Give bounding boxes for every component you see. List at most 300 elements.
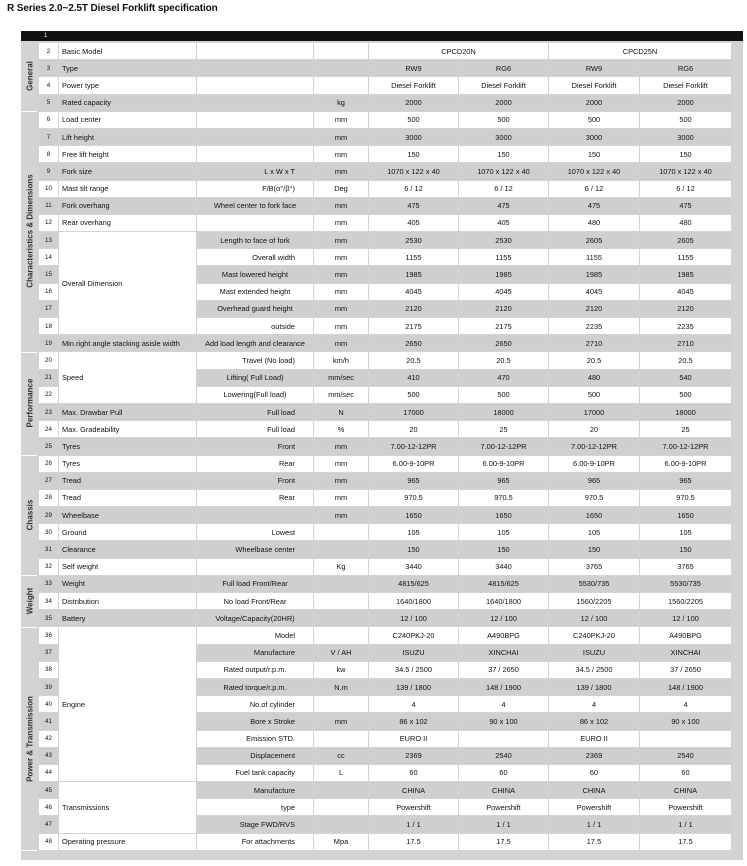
value-cell: Powershift — [459, 799, 549, 816]
unit-label: Kg — [314, 558, 369, 575]
row-number: 8 — [39, 146, 59, 163]
value-cell: 2120 — [459, 300, 549, 317]
value-cell: 500 — [459, 386, 549, 403]
row-number: 42 — [39, 730, 59, 747]
table-row — [39, 575, 732, 592]
value-cell: 90 x 100 — [459, 713, 549, 730]
row-number: 31 — [39, 541, 59, 558]
unit-label: mm — [314, 146, 369, 163]
value-cell: 1155 — [640, 249, 732, 266]
value-cell: 4045 — [549, 283, 640, 300]
value-cell: 1650 — [549, 507, 640, 524]
value-cell: 150 — [549, 541, 640, 558]
value-cell: 25 — [640, 421, 732, 438]
row-number: 26 — [39, 455, 59, 472]
header-number: 1 — [44, 33, 48, 39]
value-cell: 1 / 1 — [549, 816, 640, 833]
value-cell: 1640/1800 — [369, 593, 459, 610]
value-cell: ISUZU — [549, 644, 640, 661]
row-number: 2 — [39, 43, 59, 60]
value-cell: 500 — [369, 386, 459, 403]
row-number: 43 — [39, 747, 59, 764]
value-cell: 6.00-9-10PR — [640, 455, 732, 472]
unit-label: mm — [314, 300, 369, 317]
value-cell: 970.5 — [640, 489, 732, 506]
unit-label: mm/sec — [314, 386, 369, 403]
value-cell: 17.5 — [640, 833, 732, 850]
group-label-text: Characteristics & Dimensions — [25, 174, 34, 288]
value-cell: 1070 x 122 x 40 — [369, 163, 459, 180]
spec-table — [38, 42, 732, 851]
spec-sheet — [21, 31, 743, 860]
group-label — [22, 575, 37, 628]
value-cell: 150 — [369, 146, 459, 163]
condition-label: Front — [197, 472, 314, 489]
condition-label: outside — [197, 318, 314, 335]
row-number: 3 — [39, 60, 59, 77]
condition-label — [197, 94, 314, 111]
unit-label — [314, 730, 369, 747]
value-cell: 2120 — [549, 300, 640, 317]
item-label: Max. Gradeability — [59, 421, 197, 438]
item-label: Transmissions — [59, 782, 197, 834]
condition-label — [197, 43, 314, 60]
unit-label — [314, 524, 369, 541]
item-label: Rated capacity — [59, 94, 197, 111]
value-cell: 2175 — [459, 318, 549, 335]
value-cell: RG6 — [459, 60, 549, 77]
value-cell: 20.5 — [640, 352, 732, 369]
row-number: 33 — [39, 575, 59, 592]
row-number: 24 — [39, 421, 59, 438]
group-label-text: Weight — [25, 587, 34, 615]
row-number: 40 — [39, 696, 59, 713]
value-cell: 6.00-9-10PR — [549, 455, 640, 472]
table-row — [39, 489, 732, 506]
row-number: 39 — [39, 678, 59, 695]
value-cell: 480 — [549, 214, 640, 231]
item-label: Power type — [59, 77, 197, 94]
value-cell: 6 / 12 — [459, 180, 549, 197]
value-cell: CHINA — [459, 782, 549, 799]
condition-label — [197, 128, 314, 145]
unit-label: L — [314, 764, 369, 781]
value-cell: 3440 — [369, 558, 459, 575]
value-cell: 60 — [549, 764, 640, 781]
row-number: 48 — [39, 833, 59, 850]
value-cell: 970.5 — [549, 489, 640, 506]
condition-label: Full load Front/Rear — [197, 575, 314, 592]
value-cell: 2000 — [369, 94, 459, 111]
value-cell: 4045 — [640, 283, 732, 300]
value-cell: 480 — [549, 369, 640, 386]
condition-label: Rated torque/r.p.m. — [197, 678, 314, 695]
item-label: Min.right angle stacking asisle width — [59, 335, 197, 352]
row-number: 27 — [39, 472, 59, 489]
table-row — [39, 507, 732, 524]
value-cell: 475 — [369, 197, 459, 214]
value-cell: 37 / 2650 — [459, 661, 549, 678]
value-cell: 139 / 1800 — [369, 678, 459, 695]
value-cell: 405 — [459, 214, 549, 231]
table-row — [39, 472, 732, 489]
value-cell: 6 / 12 — [369, 180, 459, 197]
item-label: Rear overhang — [59, 214, 197, 231]
value-cell: 3000 — [459, 128, 549, 145]
unit-label: mm — [314, 335, 369, 352]
row-number: 21 — [39, 369, 59, 386]
row-number: 46 — [39, 799, 59, 816]
item-label: Tyres — [59, 438, 197, 455]
value-cell: 7.00-12-12PR — [369, 438, 459, 455]
unit-label: mm — [314, 111, 369, 128]
condition-label: Wheel center to fork face — [197, 197, 314, 214]
item-label: Tread — [59, 489, 197, 506]
row-number: 15 — [39, 266, 59, 283]
condition-label: Lowering(Full load) — [197, 386, 314, 403]
unit-label: Deg — [314, 180, 369, 197]
table-row — [39, 146, 732, 163]
value-cell: 1070 x 122 x 40 — [549, 163, 640, 180]
value-cell: 17000 — [549, 403, 640, 420]
value-cell: 1 / 1 — [369, 816, 459, 833]
table-row — [39, 128, 732, 145]
value-cell: 105 — [459, 524, 549, 541]
unit-label — [314, 541, 369, 558]
condition-label: Travel (No load) — [197, 352, 314, 369]
value-cell: 1155 — [459, 249, 549, 266]
unit-label: mm/sec — [314, 369, 369, 386]
item-label: Operating pressure — [59, 833, 197, 850]
row-number: 13 — [39, 232, 59, 249]
item-label: Max. Drawbar Pull — [59, 403, 197, 420]
value-cell: 2000 — [549, 94, 640, 111]
value-cell: 4 — [640, 696, 732, 713]
unit-label — [314, 816, 369, 833]
value-cell: 4 — [369, 696, 459, 713]
value-cell: 7.00-12-12PR — [640, 438, 732, 455]
value-cell: 2000 — [459, 94, 549, 111]
value-cell: EURO II — [549, 730, 640, 747]
row-number: 17 — [39, 300, 59, 317]
value-cell: 500 — [369, 111, 459, 128]
value-cell: 1985 — [369, 266, 459, 283]
value-cell: 17000 — [369, 403, 459, 420]
value-cell: 1985 — [549, 266, 640, 283]
value-cell: 60 — [369, 764, 459, 781]
value-cell: 500 — [640, 111, 732, 128]
value-cell: 540 — [640, 369, 732, 386]
value-cell: 1 / 1 — [640, 816, 732, 833]
value-cell: RW9 — [549, 60, 640, 77]
value-cell: 1155 — [369, 249, 459, 266]
item-label: Weight — [59, 575, 197, 592]
value-cell: 1650 — [640, 507, 732, 524]
unit-label: mm — [314, 438, 369, 455]
value-cell: 3765 — [640, 558, 732, 575]
value-cell: 86 x 102 — [549, 713, 640, 730]
unit-label: km/h — [314, 352, 369, 369]
condition-label: Emission STD. — [197, 730, 314, 747]
table-row — [39, 214, 732, 231]
value-cell: 6 / 12 — [549, 180, 640, 197]
value-cell: 150 — [549, 146, 640, 163]
item-label: Load center — [59, 111, 197, 128]
value-cell: 2650 — [369, 335, 459, 352]
item-label: Free lift height — [59, 146, 197, 163]
value-cell: 18000 — [459, 403, 549, 420]
row-number: 11 — [39, 197, 59, 214]
value-cell: 965 — [459, 472, 549, 489]
value-cell: 2710 — [549, 335, 640, 352]
item-label: Clearance — [59, 541, 197, 558]
unit-label: mm — [314, 128, 369, 145]
table-row — [39, 403, 732, 420]
value-cell: 2605 — [640, 232, 732, 249]
table-row — [39, 558, 732, 575]
unit-label — [314, 43, 369, 60]
row-number: 22 — [39, 386, 59, 403]
unit-label — [314, 77, 369, 94]
condition-label: Displacement — [197, 747, 314, 764]
unit-label: mm — [314, 507, 369, 524]
value-cell: EURO II — [369, 730, 459, 747]
condition-label: Mast lowered height — [197, 266, 314, 283]
condition-label: Bore x Stroke — [197, 713, 314, 730]
table-row — [39, 180, 732, 197]
table-row — [39, 833, 732, 850]
unit-label: V / AH — [314, 644, 369, 661]
value-cell: 34.5 / 2500 — [369, 661, 459, 678]
row-number: 28 — [39, 489, 59, 506]
value-cell: 20 — [369, 421, 459, 438]
table-row — [39, 232, 732, 249]
value-cell: 475 — [640, 197, 732, 214]
value-cell: Powershift — [640, 799, 732, 816]
unit-label: N.m — [314, 678, 369, 695]
condition-label: Add load length and clearance — [197, 335, 314, 352]
item-label: Wheelbase — [59, 507, 197, 524]
value-cell: 3440 — [459, 558, 549, 575]
condition-label — [197, 146, 314, 163]
row-number: 47 — [39, 816, 59, 833]
value-cell: 18000 — [640, 403, 732, 420]
condition-label — [197, 558, 314, 575]
value-cell: 500 — [640, 386, 732, 403]
value-cell: Diesel Forklift — [549, 77, 640, 94]
unit-label: mm — [314, 318, 369, 335]
value-cell: 2605 — [549, 232, 640, 249]
condition-label — [197, 111, 314, 128]
value-cell: 86 x 102 — [369, 713, 459, 730]
value-cell: Diesel Forklift — [369, 77, 459, 94]
unit-label — [314, 60, 369, 77]
unit-label: mm — [314, 455, 369, 472]
table-row — [39, 455, 732, 472]
item-label: Fork overhang — [59, 197, 197, 214]
value-cell: 105 — [640, 524, 732, 541]
value-cell: 4 — [459, 696, 549, 713]
item-label: Basic Model — [59, 43, 197, 60]
condition-label — [197, 60, 314, 77]
value-cell: 475 — [549, 197, 640, 214]
value-cell: 150 — [459, 541, 549, 558]
value-cell: 500 — [459, 111, 549, 128]
value-cell: 475 — [459, 197, 549, 214]
unit-label: mm — [314, 214, 369, 231]
unit-label: N — [314, 403, 369, 420]
value-cell: Diesel Forklift — [640, 77, 732, 94]
unit-label: mm — [314, 283, 369, 300]
value-cell: 500 — [549, 386, 640, 403]
row-number: 25 — [39, 438, 59, 455]
row-number: 41 — [39, 713, 59, 730]
value-cell: 4815/625 — [369, 575, 459, 592]
group-label-text: General — [25, 61, 34, 92]
value-cell: 965 — [640, 472, 732, 489]
row-number: 23 — [39, 403, 59, 420]
value-cell: CHINA — [369, 782, 459, 799]
row-number: 45 — [39, 782, 59, 799]
group-label — [22, 42, 37, 112]
value-cell: 965 — [549, 472, 640, 489]
condition-label: Front — [197, 438, 314, 455]
condition-label: Voltage/Capacity(20HR) — [197, 610, 314, 627]
table-row — [39, 541, 732, 558]
value-cell: 20.5 — [549, 352, 640, 369]
condition-label: Stage FWD/RVS — [197, 816, 314, 833]
row-number: 34 — [39, 593, 59, 610]
unit-label: kw — [314, 661, 369, 678]
value-cell: 105 — [549, 524, 640, 541]
value-cell: 480 — [640, 214, 732, 231]
value-cell: 1560/2205 — [549, 593, 640, 610]
row-number: 14 — [39, 249, 59, 266]
value-cell: 150 — [640, 146, 732, 163]
condition-label: Wheelbase center — [197, 541, 314, 558]
item-label: Engine — [59, 627, 197, 782]
value-cell: Powershift — [369, 799, 459, 816]
value-cell: 500 — [549, 111, 640, 128]
condition-label: No.of cylinder — [197, 696, 314, 713]
value-cell: 34.5 / 2500 — [549, 661, 640, 678]
table-row — [39, 352, 732, 369]
item-label: Fork size — [59, 163, 197, 180]
value-cell: 2530 — [459, 232, 549, 249]
value-cell — [640, 730, 732, 747]
value-cell: 25 — [459, 421, 549, 438]
value-cell: 1070 x 122 x 40 — [459, 163, 549, 180]
value-cell: 150 — [459, 146, 549, 163]
row-number: 19 — [39, 335, 59, 352]
group-label-text: Chassis — [25, 499, 34, 531]
condition-label: F/B(α°/β°) — [197, 180, 314, 197]
table-row — [39, 60, 732, 77]
unit-label: kg — [314, 94, 369, 111]
value-cell: 60 — [459, 764, 549, 781]
value-cell: 410 — [369, 369, 459, 386]
value-cell: 150 — [369, 541, 459, 558]
row-number: 6 — [39, 111, 59, 128]
table-row — [39, 335, 732, 352]
value-cell: 2000 — [640, 94, 732, 111]
value-cell: 2235 — [640, 318, 732, 335]
item-label: Battery — [59, 610, 197, 627]
value-cell: 139 / 1800 — [549, 678, 640, 695]
item-label: Distribution — [59, 593, 197, 610]
value-cell: 12 / 100 — [640, 610, 732, 627]
value-cell: 12 / 100 — [459, 610, 549, 627]
table-row — [39, 627, 732, 644]
unit-label — [314, 696, 369, 713]
value-cell: 1640/1800 — [459, 593, 549, 610]
table-row — [39, 43, 732, 60]
unit-label: mm — [314, 713, 369, 730]
value-cell: 105 — [369, 524, 459, 541]
header-bar — [21, 31, 743, 41]
row-number: 16 — [39, 283, 59, 300]
value-cell: 1 / 1 — [459, 816, 549, 833]
condition-label: No load Front/Rear — [197, 593, 314, 610]
item-label: Lift height — [59, 128, 197, 145]
value-cell: 3000 — [640, 128, 732, 145]
value-cell: 12 / 100 — [369, 610, 459, 627]
table-row — [39, 197, 732, 214]
value-cell: 4045 — [369, 283, 459, 300]
unit-label — [314, 575, 369, 592]
value-cell: CHINA — [640, 782, 732, 799]
condition-label: Fuel tank capacity — [197, 764, 314, 781]
value-cell: CHINA — [549, 782, 640, 799]
item-label: Speed — [59, 352, 197, 404]
value-cell: 2540 — [459, 747, 549, 764]
value-cell: 1070 x 122 x 40 — [640, 163, 732, 180]
value-cell: 2120 — [369, 300, 459, 317]
value-cell: 5530/735 — [549, 575, 640, 592]
value-cell: 6.00-9-10PR — [459, 455, 549, 472]
condition-label: Full load — [197, 403, 314, 420]
value-cell: 3765 — [549, 558, 640, 575]
item-label: Overall Dimension — [59, 232, 197, 335]
value-cell: 2710 — [640, 335, 732, 352]
value-cell: Powershift — [549, 799, 640, 816]
value-cell: 2369 — [549, 747, 640, 764]
value-cell: 5530/735 — [640, 575, 732, 592]
value-cell: 2369 — [369, 747, 459, 764]
unit-label: mm — [314, 163, 369, 180]
table-row — [39, 782, 732, 799]
condition-label: Mast extended height — [197, 283, 314, 300]
group-label — [22, 627, 37, 852]
condition-label: Manufacture — [197, 782, 314, 799]
table-row — [39, 111, 732, 128]
value-cell: 4815/625 — [459, 575, 549, 592]
unit-label — [314, 593, 369, 610]
value-cell: ISUZU — [369, 644, 459, 661]
unit-label: mm — [314, 249, 369, 266]
value-cell: 3000 — [369, 128, 459, 145]
row-number: 32 — [39, 558, 59, 575]
condition-label: Full load — [197, 421, 314, 438]
row-number: 18 — [39, 318, 59, 335]
value-cell: C240PKJ-20 — [549, 627, 640, 644]
value-cell: 970.5 — [459, 489, 549, 506]
value-cell: 148 / 1900 — [640, 678, 732, 695]
value-cell: 60 — [640, 764, 732, 781]
row-number: 29 — [39, 507, 59, 524]
value-cell: 470 — [459, 369, 549, 386]
value-cell: 1560/2205 — [640, 593, 732, 610]
